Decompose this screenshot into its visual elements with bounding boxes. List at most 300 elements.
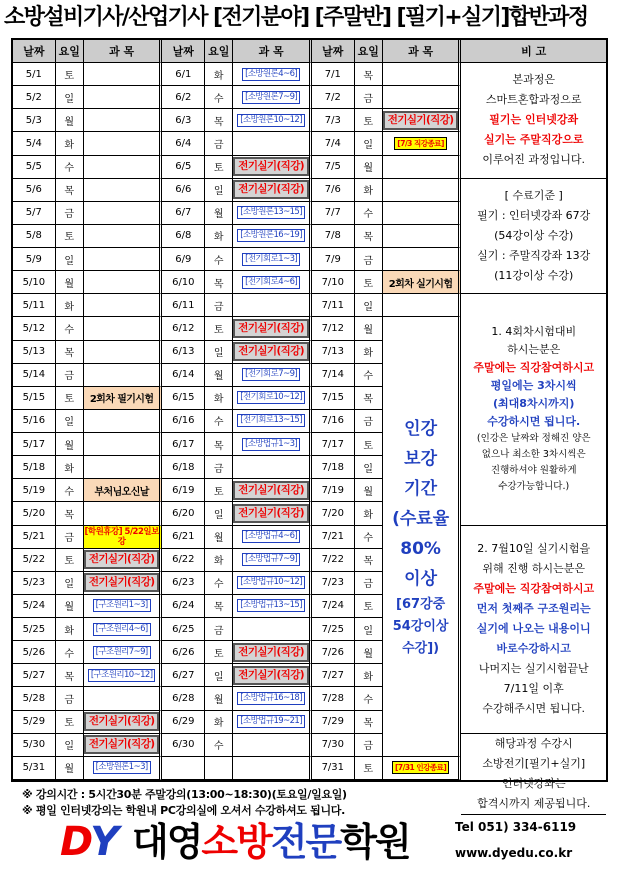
jul-subject: [383, 156, 462, 179]
note-line: 위해 진행 하시는분은: [482, 562, 586, 576]
jun-day: 수: [205, 410, 233, 433]
note-line: 합격시까지 제공됩니다.: [477, 796, 591, 810]
may-day: 수: [56, 479, 84, 502]
may-subject: [구조원리7~9]: [84, 641, 163, 664]
may-date: 5/9: [13, 248, 56, 271]
jun-subject: [전기회로10~12]: [233, 387, 312, 410]
may-day: 월: [56, 757, 84, 780]
note-line: 실기 : 주말직강좌 13강: [477, 248, 591, 262]
may-date: 5/8: [13, 225, 56, 248]
note-line: (54강이상 수강): [494, 228, 574, 242]
jul-date: 7/30: [312, 734, 355, 757]
jun-subject: [소방원론10~12]: [233, 109, 312, 132]
jul-subject: [383, 63, 462, 86]
jul-day: 수: [355, 526, 383, 549]
jul-day: 목: [355, 711, 383, 734]
note-line: 이루어진 과정입니다.: [482, 153, 586, 167]
jul-day: 화: [355, 664, 383, 687]
footnote-lecture-time: ※ 강의시간 : 5시간30분 주말강의(13:00~18:30)(토요일/일요일): [22, 788, 347, 801]
jun-date: 6/27: [162, 664, 205, 687]
jul-day: 금: [355, 86, 383, 109]
jun-day: 화: [205, 225, 233, 248]
jun-subject: [소방법규13~15]: [233, 595, 312, 618]
may-subject: 2회차 필기시험: [84, 387, 163, 410]
may-date: 5/2: [13, 86, 56, 109]
may-date: 5/30: [13, 734, 56, 757]
jun-date: 6/11: [162, 294, 205, 317]
may-date: 5/20: [13, 502, 56, 525]
may-subject: [구조원리4~6]: [84, 618, 163, 641]
header-day: 요일: [205, 40, 233, 63]
jul-date: 7/29: [312, 711, 355, 734]
jul-day: 목: [355, 549, 383, 572]
may-date: 5/11: [13, 294, 56, 317]
jul-subject: [383, 248, 462, 271]
may-subject: [84, 202, 163, 225]
may-day: 화: [56, 294, 84, 317]
may-date: 5/5: [13, 156, 56, 179]
jun-day: 토: [205, 317, 233, 340]
jun-day: 화: [205, 711, 233, 734]
jul-day: 목: [355, 387, 383, 410]
online-makeup-period: 인강 보강 기간 (수료율 80% 이상 [67강중 54강이상 수강]): [383, 317, 462, 756]
header-subject: 과 목: [84, 40, 163, 63]
jun-date: [162, 757, 205, 780]
jun-subject: 전기실기(직강): [233, 156, 312, 179]
jul-day: 토: [355, 433, 383, 456]
jun-subject: [233, 132, 312, 155]
jul-date: 7/28: [312, 687, 355, 710]
jun-date: 6/28: [162, 687, 205, 710]
jun-date: 6/16: [162, 410, 205, 433]
may-day: 금: [56, 526, 84, 549]
jun-day: 일: [205, 341, 233, 364]
jul-date: 7/14: [312, 364, 355, 387]
jul-date: 7/11: [312, 294, 355, 317]
note-line: (인강은 날짜와 정해진 양은: [476, 433, 591, 445]
may-subject: [84, 294, 163, 317]
may-subject: [구조원리10~12]: [84, 664, 163, 687]
may-subject: 전기실기(직강): [84, 711, 163, 734]
may-day: 토: [56, 225, 84, 248]
may-day: 월: [56, 271, 84, 294]
jun-date: 6/21: [162, 526, 205, 549]
may-subject: [84, 86, 163, 109]
may-date: 5/29: [13, 711, 56, 734]
may-date: 5/13: [13, 341, 56, 364]
may-day: 목: [56, 664, 84, 687]
may-subject: 전기실기(직강): [84, 549, 163, 572]
jun-day: 목: [205, 109, 233, 132]
may-day: 수: [56, 641, 84, 664]
jun-date: 6/26: [162, 641, 205, 664]
jul-day: 화: [355, 179, 383, 202]
jul-date: 7/1: [312, 63, 355, 86]
may-day: 목: [56, 179, 84, 202]
may-date: 5/28: [13, 687, 56, 710]
jun-day: 금: [205, 294, 233, 317]
jun-day: 월: [205, 364, 233, 387]
jul-date: 7/31: [312, 757, 355, 780]
may-subject: [구조원리1~3]: [84, 595, 163, 618]
jun-day: 목: [205, 595, 233, 618]
jul-day: 월: [355, 156, 383, 179]
academy-name: 대영소방전문학원: [132, 820, 410, 864]
jul-subject: [383, 86, 462, 109]
jun-day: 화: [205, 63, 233, 86]
may-subject: [84, 179, 163, 202]
may-subject: [84, 502, 163, 525]
jun-date: 6/29: [162, 711, 205, 734]
jun-subject: 전기실기(직강): [233, 664, 312, 687]
jun-date: 6/6: [162, 179, 205, 202]
jun-date: 6/24: [162, 595, 205, 618]
footnote-online: ※ 평일 인터넷강의는 학원내 PC강의실에 오셔서 수강하셔도 됩니다.: [22, 804, 345, 817]
may-date: 5/14: [13, 364, 56, 387]
jul-date: 7/4: [312, 132, 355, 155]
may-subject: [84, 341, 163, 364]
header-subject: 과 목: [383, 40, 462, 63]
header-subject: 과 목: [233, 40, 312, 63]
jun-date: 6/5: [162, 156, 205, 179]
may-date: 5/7: [13, 202, 56, 225]
jun-date: 6/4: [162, 132, 205, 155]
note-n4: [461, 526, 606, 734]
jul-day: 화: [355, 502, 383, 525]
jun-day: 목: [205, 271, 233, 294]
jun-subject: [233, 456, 312, 479]
jun-day: 수: [205, 248, 233, 271]
note-line: (11강이상 수강): [494, 268, 574, 282]
may-date: 5/23: [13, 572, 56, 595]
jul-date: 7/10: [312, 271, 355, 294]
note-line: 하시는분은: [507, 343, 561, 357]
jul-day: 월: [355, 479, 383, 502]
jun-date: 6/18: [162, 456, 205, 479]
jun-day: 월: [205, 202, 233, 225]
dy-logo: DY: [60, 819, 120, 865]
jul-date: 7/21: [312, 526, 355, 549]
may-day: 금: [56, 687, 84, 710]
jun-day: 수: [205, 734, 233, 757]
jul-day: 수: [355, 364, 383, 387]
jul-day: 토: [355, 757, 383, 780]
may-subject: [84, 132, 163, 155]
may-date: 5/15: [13, 387, 56, 410]
jun-day: 토: [205, 641, 233, 664]
jun-subject: [소방원론7~9]: [233, 86, 312, 109]
jun-day: 월: [205, 526, 233, 549]
may-date: 5/17: [13, 433, 56, 456]
jun-date: 6/23: [162, 572, 205, 595]
note-line: 실기는 주말직강으로: [483, 133, 584, 147]
jun-date: 6/7: [162, 202, 205, 225]
may-day: 토: [56, 387, 84, 410]
may-date: 5/10: [13, 271, 56, 294]
jul-date: 7/2: [312, 86, 355, 109]
may-date: 5/26: [13, 641, 56, 664]
may-day: 화: [56, 456, 84, 479]
note-line: 주말에는 직강참여하시고: [473, 582, 595, 596]
may-date: 5/4: [13, 132, 56, 155]
note-n2: [461, 179, 606, 295]
jun-date: 6/19: [162, 479, 205, 502]
header-date: 날짜: [13, 40, 56, 63]
jul-date: 7/12: [312, 317, 355, 340]
may-date: 5/19: [13, 479, 56, 502]
may-date: 5/25: [13, 618, 56, 641]
note-line: 진행하셔야 원활하게: [490, 465, 577, 477]
may-day: 일: [56, 572, 84, 595]
jun-date: 6/3: [162, 109, 205, 132]
jul-subject: [7/31 인강종료]: [383, 757, 462, 780]
may-date: 5/12: [13, 317, 56, 340]
note-line: 7/11일 이후: [503, 682, 564, 696]
jun-day: 수: [205, 86, 233, 109]
jul-day: 토: [355, 109, 383, 132]
jul-date: 7/5: [312, 156, 355, 179]
jul-day: 금: [355, 248, 383, 271]
may-subject: [84, 248, 163, 271]
may-date: 5/22: [13, 549, 56, 572]
jul-date: 7/27: [312, 664, 355, 687]
may-day: 일: [56, 734, 84, 757]
jul-day: 수: [355, 687, 383, 710]
jul-date: 7/26: [312, 641, 355, 664]
jul-day: 수: [355, 202, 383, 225]
note-line: 수강가능합니다.): [498, 481, 570, 493]
phone-number: Tel 051) 334-6119: [455, 820, 577, 834]
note-line: 스마트혼합과정으로: [485, 93, 582, 107]
jul-day: 금: [355, 410, 383, 433]
may-day: 목: [56, 502, 84, 525]
jul-subject: [383, 179, 462, 202]
jul-day: 일: [355, 618, 383, 641]
jun-day: 일: [205, 502, 233, 525]
header-day: 요일: [355, 40, 383, 63]
jun-date: 6/30: [162, 734, 205, 757]
note-line: 본과정은: [512, 73, 555, 87]
jul-day: 목: [355, 225, 383, 248]
jun-subject: [233, 734, 312, 757]
jul-date: 7/15: [312, 387, 355, 410]
note-line: 먼저 첫째주 구조원리는: [476, 602, 591, 616]
jun-subject: [233, 294, 312, 317]
may-day: 월: [56, 109, 84, 132]
jun-day: 화: [205, 549, 233, 572]
note-line: 필기 : 인터넷강좌 67강: [477, 208, 591, 222]
note-line: 소방전기[필기+실기]: [482, 756, 586, 770]
jun-subject: 전기실기(직강): [233, 479, 312, 502]
jul-day: 토: [355, 595, 383, 618]
jul-date: 7/22: [312, 549, 355, 572]
jun-day: 금: [205, 618, 233, 641]
may-subject: [학원휴강] 5/22일보강: [84, 526, 163, 549]
note-line: 주말에는 직강참여하시고: [473, 361, 595, 375]
jun-day: 목: [205, 433, 233, 456]
jun-date: 6/17: [162, 433, 205, 456]
may-date: 5/24: [13, 595, 56, 618]
jul-date: 7/7: [312, 202, 355, 225]
note-line: [ 수료기준 ]: [504, 188, 563, 202]
jun-day: 월: [205, 687, 233, 710]
jul-date: 7/25: [312, 618, 355, 641]
may-day: 수: [56, 317, 84, 340]
jun-day: 일: [205, 664, 233, 687]
note-line: 필기는 인터넷강좌: [489, 113, 579, 127]
jul-subject: 전기실기(직강): [383, 109, 462, 132]
jun-subject: [233, 757, 312, 780]
jun-date: 6/15: [162, 387, 205, 410]
jul-date: 7/18: [312, 456, 355, 479]
may-day: 일: [56, 410, 84, 433]
header-day: 요일: [56, 40, 84, 63]
may-subject: [84, 317, 163, 340]
jul-date: 7/8: [312, 225, 355, 248]
jul-day: 일: [355, 294, 383, 317]
jun-subject: [소방법규16~18]: [233, 687, 312, 710]
may-subject: [소방원론1~3]: [84, 757, 163, 780]
note-line: 해당과정 수강시: [494, 736, 573, 750]
jul-date: 7/9: [312, 248, 355, 271]
jul-date: 7/19: [312, 479, 355, 502]
website[interactable]: www.dyedu.co.kr: [455, 846, 573, 860]
may-day: 화: [56, 618, 84, 641]
jul-date: 7/13: [312, 341, 355, 364]
jul-day: 금: [355, 572, 383, 595]
jun-date: 6/2: [162, 86, 205, 109]
may-date: 5/6: [13, 179, 56, 202]
note-line: 2. 7월10일 실기시험을: [477, 542, 591, 556]
jul-subject: [383, 225, 462, 248]
jun-subject: [소방원론13~15]: [233, 202, 312, 225]
jul-date: 7/16: [312, 410, 355, 433]
jun-date: 6/20: [162, 502, 205, 525]
jul-date: 7/23: [312, 572, 355, 595]
may-date: 5/27: [13, 664, 56, 687]
jun-date: 6/25: [162, 618, 205, 641]
note-line: (최대8차시까지): [492, 397, 575, 411]
jul-date: 7/17: [312, 433, 355, 456]
jun-date: 6/22: [162, 549, 205, 572]
header-date: 날짜: [312, 40, 355, 63]
jul-date: 7/20: [312, 502, 355, 525]
may-subject: [84, 109, 163, 132]
note-line: 수강하시면 됩니다.: [487, 415, 581, 429]
may-subject: [84, 433, 163, 456]
jun-subject: [소방법규7~9]: [233, 549, 312, 572]
jun-day: 화: [205, 387, 233, 410]
jun-date: 6/1: [162, 63, 205, 86]
jul-date: 7/6: [312, 179, 355, 202]
may-subject: [84, 364, 163, 387]
may-date: 5/18: [13, 456, 56, 479]
jun-date: 6/13: [162, 341, 205, 364]
jul-subject: [383, 202, 462, 225]
jul-subject: [7/3 직강종료]: [383, 132, 462, 155]
may-date: 5/21: [13, 526, 56, 549]
jul-day: 화: [355, 341, 383, 364]
jul-day: 목: [355, 63, 383, 86]
note-n5: [461, 734, 606, 815]
may-subject: 전기실기(직강): [84, 572, 163, 595]
note-line: 평일에는 3차시씩: [490, 379, 577, 393]
may-day: 금: [56, 202, 84, 225]
jun-subject: [전기회로1~3]: [233, 248, 312, 271]
jun-day: 금: [205, 132, 233, 155]
may-day: 토: [56, 549, 84, 572]
jul-date: 7/3: [312, 109, 355, 132]
note-line: 바로수강하시고: [496, 642, 571, 656]
jul-day: 월: [355, 317, 383, 340]
jun-subject: 전기실기(직강): [233, 641, 312, 664]
jun-date: 6/12: [162, 317, 205, 340]
may-day: 화: [56, 132, 84, 155]
jul-date: 7/24: [312, 595, 355, 618]
jun-subject: [소방법규4~6]: [233, 526, 312, 549]
may-subject: 부처님오신날: [84, 479, 163, 502]
jun-subject: [전기회로13~15]: [233, 410, 312, 433]
jul-subject: [383, 294, 462, 317]
note-line: 수강해주시면 됩니다.: [482, 702, 586, 716]
jun-subject: [소방원론16~19]: [233, 225, 312, 248]
note-n3: [461, 294, 606, 525]
jun-date: 6/14: [162, 364, 205, 387]
jul-day: 일: [355, 456, 383, 479]
jul-day: 토: [355, 271, 383, 294]
may-day: 금: [56, 364, 84, 387]
jul-subject: 2회차 실기시험: [383, 271, 462, 294]
header-date: 날짜: [162, 40, 205, 63]
jun-date: 6/8: [162, 225, 205, 248]
jun-subject: 전기실기(직강): [233, 179, 312, 202]
may-subject: [84, 410, 163, 433]
may-subject: [84, 456, 163, 479]
jun-day: 일: [205, 179, 233, 202]
note-line: 실기에 나오는 내용이니: [476, 622, 591, 636]
may-day: 월: [56, 595, 84, 618]
note-line: 없으나 최소한 3차시씩은: [481, 449, 586, 461]
header-note: 비 고: [461, 40, 606, 63]
jun-date: 6/10: [162, 271, 205, 294]
may-date: 5/1: [13, 63, 56, 86]
jun-subject: [233, 618, 312, 641]
jun-subject: 전기실기(직강): [233, 502, 312, 525]
note-line: 1. 4회차시험대비: [491, 325, 577, 339]
page-title: 소방설비기사/산업기사 [전기분야] [주말반] [필기+실기]합반과정: [4, 5, 588, 30]
jun-day: 토: [205, 156, 233, 179]
may-day: 일: [56, 86, 84, 109]
note-n1: [461, 63, 606, 179]
may-subject: [84, 225, 163, 248]
may-subject: [84, 156, 163, 179]
jun-subject: [소방법규10~12]: [233, 572, 312, 595]
may-date: 5/16: [13, 410, 56, 433]
may-subject: [84, 687, 163, 710]
jun-date: 6/9: [162, 248, 205, 271]
jun-subject: [소방법규19~21]: [233, 711, 312, 734]
jun-subject: 전기실기(직강): [233, 317, 312, 340]
may-subject: [84, 271, 163, 294]
may-day: 일: [56, 248, 84, 271]
jun-day: 토: [205, 479, 233, 502]
jun-day: [205, 757, 233, 780]
jun-subject: 전기실기(직강): [233, 341, 312, 364]
may-day: 토: [56, 711, 84, 734]
jun-subject: [전기회로4~6]: [233, 271, 312, 294]
may-date: 5/31: [13, 757, 56, 780]
jul-day: 일: [355, 132, 383, 155]
